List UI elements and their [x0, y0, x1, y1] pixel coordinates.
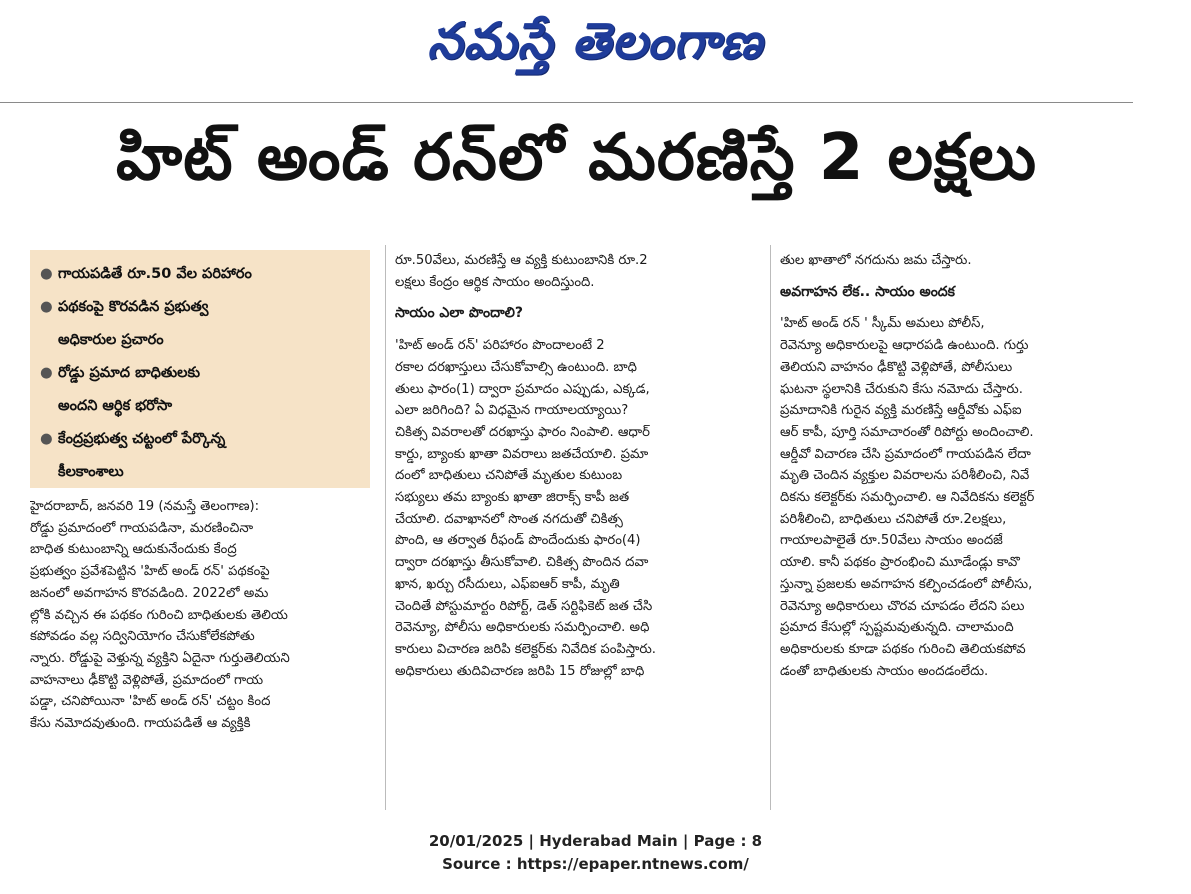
bullet-icon: ●	[40, 299, 53, 315]
subheading-how-to-get-aid: సాయం ఎలా పొందాలి?	[395, 305, 524, 322]
footer-edition-info: 20/01/2025 | Hyderabad Main | Page : 8	[428, 832, 763, 850]
body-line: డంతో బాధితులకు సాయం అందడంలేదు.	[780, 663, 989, 679]
body-line: కార్డు, బ్యాంకు ఖాతా వివరాలు జతచేయాలి. ప్రమా	[395, 446, 649, 462]
body-line: న్నారు. రోడ్డుపై వెళ్తున్న వ్యక్తిని ఏదైనా గుర్తుతెలియని	[30, 650, 290, 666]
body-line: తుల ఖాతాలో నగదును జమ చేస్తారు.	[780, 253, 972, 268]
body-line: మృతి చెందిన వ్యక్తుల వివరాలను పరిశీలించి, నివే	[780, 468, 1030, 484]
body-line: కపోవడం వల్ల సద్వినియోగం చేసుకోలేకపోతు	[30, 629, 255, 645]
body-line: స్తున్నా ప్రజలకు అవగాహన కల్పించడంలో పోలీసు,	[780, 576, 1033, 592]
body-line: ఎలా జరిగింది? ఏ విధమైన గాయాలయ్యాయి?	[395, 403, 629, 419]
bullet-icon: ●	[40, 365, 53, 381]
body-line: పడ్డా, చనిపోయినా 'హిట్ అండ్ రన్' చట్టం కింద	[30, 694, 271, 710]
masthead-title: నమస్తే తెలంగాణ	[427, 12, 763, 70]
column-1	[30, 496, 375, 735]
column-2	[395, 250, 760, 682]
bullet-icon: ●	[40, 431, 53, 447]
body-line: చికిత్స వివరాలతో దరఖాస్తు ఫారం నింపాలి. ఆధార్	[395, 424, 650, 440]
body-line: ప్రమాదానికి గురైన వ్యక్తి మరణిస్తే ఆర్డీవోకు ఎఫ్ఐ	[780, 403, 1022, 419]
body-line: దికను కలెక్టర్‌కు సమర్పించాలి. ఆ నివేదికను కలెక్టర్	[780, 490, 1035, 506]
body-line: ప్రమాద కేసుల్లో స్పష్టమవుతున్నది. చాలామంది	[780, 620, 1014, 636]
highlight-item	[40, 258, 362, 291]
body-line: కారులు విచారణ జరిపి కలెక్టర్‌కు నివేదిక పంపిస్తారు.	[395, 641, 656, 657]
body-line: సభ్యులు తమ బ్యాంకు ఖాతా జిరాక్స్ కాపీ జత	[395, 490, 630, 506]
body-line: అధికారులకు కూడా పథకం గురించి తెలియకపోవ	[780, 641, 1026, 657]
highlight-line: అధికారుల ప్రచారం	[58, 332, 164, 348]
body-line: గాయాలపాలైతే రూ.50వేలు సాయం అందజే	[780, 533, 1003, 549]
body-line: రెవెన్యూ అధికారులు చొరవ చూపడం లేదని పలు	[780, 598, 1025, 614]
highlight-line: రోడ్డు ప్రమాద బాధితులకు	[58, 365, 201, 381]
body-line: 'హిట్ అండ్ రన్' పరిహారం పొందాలంటే 2	[395, 338, 605, 354]
body-line: రెవెన్యూ అధికారులపై ఆధారపడి ఉంటుంది. గుర్తు	[780, 338, 1029, 354]
body-line: రకాల దరఖాస్తులు చేసుకోవాల్సి ఉంటుంది. బాధి	[395, 359, 637, 375]
body-line: లక్షలు కేంద్రం ఆర్థిక సాయం అందిస్తుంది.	[395, 274, 595, 290]
body-line: ఆర్ కాపీ, పూర్తి సమాచారంతో రిపోర్టు అందించాలి.	[780, 424, 1034, 440]
dateline: హైదరాబాద్, జనవరి 19 (నమస్తే తెలంగాణ):	[30, 499, 260, 514]
masthead-divider	[0, 102, 1133, 103]
body-line: వాహనాలు ఢీకొట్టి వెళ్లిపోతే, ప్రమాదంలో గాయ	[30, 672, 264, 688]
body-line: పరిశీలించి, బాధితులు చనిపోతే రూ.2లక్షలు,	[780, 511, 1007, 527]
body-line: ల్లోకి వచ్చిన ఈ పథకం గురించి బాధితులకు తెలియ	[30, 607, 288, 623]
body-line: దంలో బాధితులు చనిపోతే మృతుల కుటుంబ	[395, 468, 623, 484]
body-line: ద్వారా దరఖాస్తు తీసుకోవాలి. చికిత్స పొందిన దవా	[395, 555, 649, 571]
body-line: బాధిత కుటుంబాన్ని ఆదుకునేందుకు కేంద్ర	[30, 542, 237, 558]
highlight-line: పథకంపై కొరవడిన ప్రభుత్వ	[58, 299, 209, 315]
subheading-lack-of-awareness: అవగాహన లేక.. సాయం అందక	[780, 283, 955, 300]
bullet-icon: ●	[40, 266, 53, 282]
highlight-item	[40, 291, 362, 357]
body-line: రెవెన్యూ, పోలీసు అధికారులకు సమర్పించాలి. అధి	[395, 620, 650, 636]
column-3	[780, 250, 1135, 682]
highlight-line: కేంద్రప్రభుత్వ చట్టంలో పేర్కొన్న	[58, 431, 226, 447]
body-line: రోడ్డు ప్రమాదంలో గాయపడినా, మరణించినా	[30, 520, 254, 536]
body-line: రూ.50వేలు, మరణిస్తే ఆ వ్యక్తి కుటుంబానికి రూ.2	[395, 253, 648, 268]
body-line: జనంలో అవగాహన కొరవడింది. 2022లో అమ	[30, 585, 269, 601]
body-line: చేయాలి. దవాఖానలో సొంత నగదుతో చికిత్స	[395, 511, 623, 527]
body-line: కేసు నమోదవుతుంది. గాయపడితే ఆ వ్యక్తికి	[30, 716, 251, 732]
column-divider	[385, 245, 386, 810]
column-divider	[770, 245, 771, 810]
body-line: ఆర్డీవో విచారణ చేసి ప్రమాదంలో గాయపడిన లేదా	[780, 446, 1031, 462]
body-line: అధికారులు తుదివిచారణ జరిపి 15 రోజుల్లో బాధి	[395, 663, 645, 679]
footer-source: Source : https://epaper.ntnews.com/	[442, 855, 749, 873]
body-line: ఖాన, ఖర్చు రసీదులు, ఎఫ్ఐఆర్ కాపీ, మృతి	[395, 576, 620, 592]
highlight-line: అందని ఆర్థిక భరోసా	[58, 398, 173, 414]
article-headline: హిట్ అండ్ రన్‌లో మరణిస్తే 2 లక్షలు	[116, 120, 1037, 195]
body-line: తులు ఫారం(1) ద్వారా ప్రమాదం ఎప్పుడు, ఎక్కడ,	[395, 381, 650, 397]
highlight-item	[40, 423, 362, 489]
masthead-logo	[380, 10, 810, 85]
body-line: పొంది, ఆ తర్వాత రీఫండ్ పొందేందుకు ఫారం(4)	[395, 533, 641, 549]
body-line: ప్రభుత్వం ప్రవేశపెట్టిన 'హిట్ అండ్ రన్' పథకంపై	[30, 564, 270, 580]
highlight-item	[40, 357, 362, 423]
body-line: ఘటనా స్థలానికి చేరుకుని కేసు నమోదు చేస్తారు.	[780, 381, 1023, 397]
highlights-box	[30, 250, 370, 488]
body-line: యాలి. కానీ పథకం ప్రారంభించి మూడేండ్లు కావొ	[780, 555, 1020, 571]
body-line: తెలియని వాహనం ఢీకొట్టి వెళ్లిపోతే, పోలీసులు	[780, 359, 1013, 375]
highlight-line: కీలకాంశాలు	[58, 464, 124, 480]
highlight-line: గాయపడితే రూ.50 వేల పరిహారం	[58, 266, 252, 282]
body-line: 'హిట్ అండ్ రన్ ' స్కీమ్ అమలు పోలీస్,	[780, 316, 985, 332]
body-line: చెందితే పోస్టుమార్టం రిపోర్ట్, డెత్ సర్టిఫికెట్ జత చేసి	[395, 598, 653, 614]
